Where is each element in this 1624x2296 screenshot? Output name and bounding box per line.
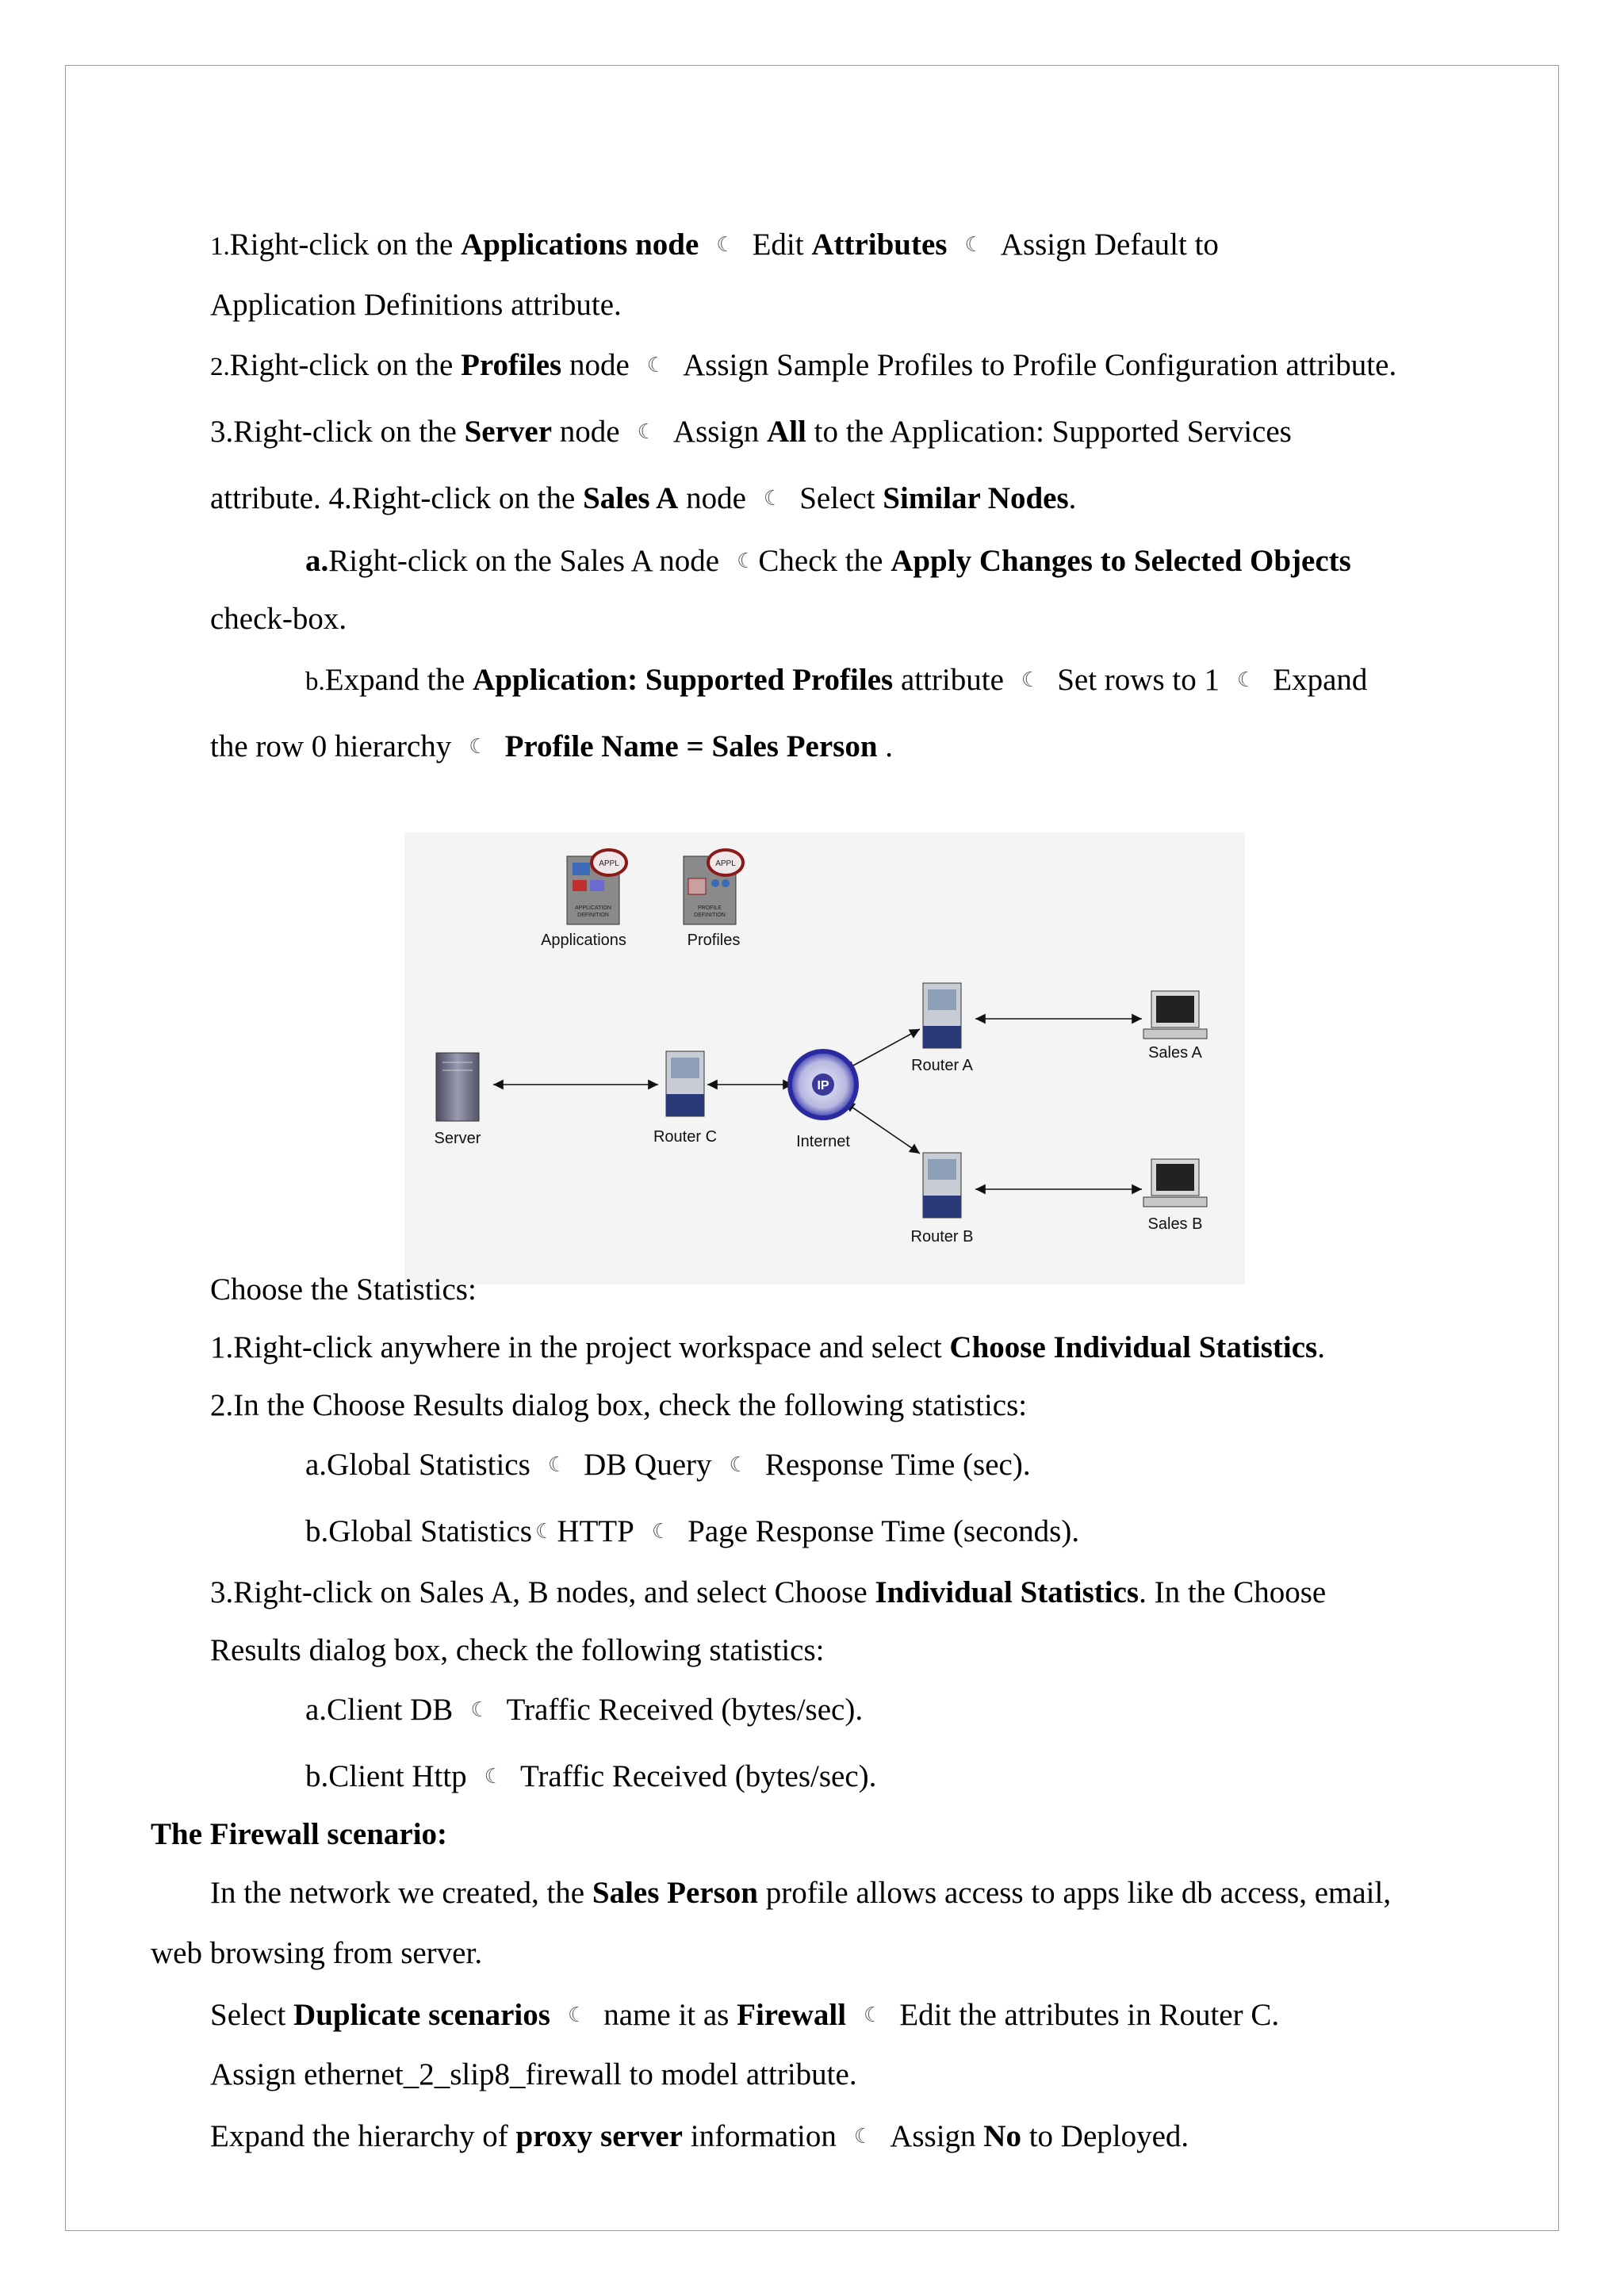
arrow-icon: ☾ (729, 1453, 748, 1477)
stat-step-2: 2.In the Choose Results dialog box, check the following statistics: (210, 1388, 1028, 1422)
text: DB Query (584, 1448, 712, 1482)
icon-text: APPLICATION (575, 905, 611, 911)
firewall-p3: Assign ethernet_2_slip8_firewall to model attribute. (210, 2057, 857, 2091)
sales-a-node[interactable] (1143, 991, 1207, 1062)
network-diagram (404, 832, 1245, 1284)
stat-step-1 (210, 1329, 1325, 1367)
text: Page Response Time (seconds). (688, 1514, 1080, 1548)
step-number: 2. (210, 353, 230, 381)
text: In the network we created, the (210, 1876, 592, 1910)
bold-text: proxy server (515, 2119, 683, 2153)
router-c-label: Router C (653, 1128, 718, 1146)
text: node (552, 415, 620, 449)
arrow-icon: ☾ (637, 420, 656, 444)
stat-step-3-cont: Results dialog box, check the following statistics: (210, 1633, 825, 1667)
text: . (877, 729, 894, 763)
text: Traffic Received (bytes/sec). (519, 1759, 877, 1793)
arrow-icon: ☾ (567, 2003, 587, 2027)
text: name it as (603, 1998, 737, 2032)
stat-step-3a (305, 1691, 863, 1729)
bold-text: a. (305, 544, 329, 578)
icon-text: DEFINITION (694, 913, 726, 918)
arrow-icon: ☾ (470, 1698, 489, 1722)
arrow-icon: ☾ (1021, 668, 1040, 692)
bold-text: Similar Nodes (883, 481, 1069, 515)
icon-text: PROFILE (698, 905, 722, 911)
step-1-cont: Application Definitions attribute. (210, 288, 622, 322)
icon-text: DEFINITION (577, 913, 609, 918)
text: Expand the (324, 663, 473, 697)
firewall-p1 (210, 1874, 1391, 1912)
text: HTTP (557, 1514, 634, 1548)
bold-text: Sales A (583, 481, 679, 515)
bold-text: Application: Supported Profiles (473, 663, 894, 697)
step-1 (210, 226, 1219, 266)
sales-b-node[interactable] (1143, 1159, 1207, 1233)
firewall-p2 (210, 1996, 1279, 2034)
applications-node[interactable] (541, 850, 626, 949)
ip-text: IP (817, 1079, 829, 1093)
bold-text: All (767, 415, 806, 449)
sales-b-label: Sales B (1147, 1215, 1203, 1233)
text: b.Global Statistics (305, 1514, 532, 1548)
text: 3.Right-click on Sales A, B nodes, and select Choose (210, 1575, 875, 1609)
stat-step-3b (305, 1758, 876, 1796)
text: Traffic Received (bytes/sec). (506, 1693, 864, 1727)
step-4a (305, 542, 1351, 580)
text: Check the (758, 544, 891, 578)
sales-a-label: Sales A (1148, 1044, 1202, 1062)
text: the row 0 hierarchy (210, 729, 452, 763)
text: Expand (1273, 663, 1368, 697)
bold-text: Duplicate scenarios (293, 1998, 550, 2032)
profiles-label: Profiles (687, 932, 741, 949)
text: Assign Sample Profiles to Profile Configuration attribute. (683, 348, 1397, 382)
text: attribute (893, 663, 1004, 697)
bold-text: Sales Person (592, 1876, 758, 1910)
text: Set rows to 1 (1057, 663, 1220, 697)
arrow-icon: ☾ (716, 233, 735, 257)
appl-badge: APPL (715, 859, 736, 868)
text: 1.Right-click anywhere in the project workspace and select (210, 1330, 950, 1364)
profiles-node[interactable] (684, 850, 743, 949)
bold-text: Applications node (461, 228, 699, 262)
arrow-icon: ☾ (547, 1453, 567, 1477)
arrow-icon: ☾ (535, 1520, 554, 1544)
bold-text: Individual Statistics (875, 1575, 1139, 1609)
router-b-label: Router B (910, 1228, 974, 1246)
text: Assign (672, 415, 768, 449)
text: Right-click on the (229, 348, 462, 382)
arrow-icon: ☾ (864, 2003, 883, 2027)
text: . (1068, 481, 1077, 515)
text: . (1317, 1330, 1325, 1364)
bold-text: Attributes (811, 228, 948, 262)
bold-text: The Firewall scenario: (151, 1817, 448, 1851)
server-label: Server (434, 1130, 481, 1147)
stat-step-2a (305, 1446, 1031, 1484)
applications-label: Applications (541, 932, 626, 949)
step-3 (210, 413, 1292, 451)
arrow-icon: ☾ (469, 735, 488, 759)
router-b-node[interactable] (911, 1153, 974, 1246)
text: Select (210, 1998, 294, 2032)
step-4a-cont: check-box. (210, 602, 347, 636)
text: 3.Right-click on the (210, 415, 465, 449)
text: a.Global Statistics (305, 1448, 530, 1482)
text: attribute. 4.Right-click on the (210, 481, 584, 515)
bold-text: Server (464, 415, 553, 449)
step-3-cont (210, 480, 1076, 518)
bold-text: No (983, 2119, 1021, 2153)
server-node[interactable] (435, 1053, 481, 1147)
stat-step-2b (305, 1513, 1079, 1551)
arrow-icon: ☾ (651, 1520, 671, 1544)
text: b.Client Http (305, 1759, 467, 1793)
text: Select (799, 481, 883, 515)
text: node (678, 481, 746, 515)
arrow-icon: ☾ (964, 233, 983, 257)
bold-text: Profile Name = Sales Person (504, 729, 878, 763)
text: to the Application: Supported Services (806, 415, 1292, 449)
step-4b (305, 661, 1367, 701)
arrow-icon: ☾ (737, 549, 756, 573)
arrow-icon: ☾ (484, 1765, 503, 1789)
bold-text: Choose Individual Statistics (949, 1330, 1318, 1364)
router-a-node[interactable] (911, 983, 973, 1074)
firewall-heading (151, 1816, 447, 1854)
text: to Deployed. (1021, 2119, 1189, 2153)
statistics-heading: Choose the Statistics: (210, 1272, 477, 1307)
text: Expand the hierarchy of (210, 2119, 516, 2153)
text: Edit (752, 228, 812, 262)
router-a-label: Router A (911, 1057, 973, 1074)
appl-badge: APPL (599, 859, 619, 868)
text: profile allows access to apps like db access, email, (757, 1876, 1392, 1910)
step-2 (210, 346, 1396, 386)
step-number: b. (305, 668, 325, 696)
text: information (682, 2119, 837, 2153)
text: Right-click on the (229, 228, 462, 262)
stat-step-3 (210, 1574, 1326, 1612)
bold-text: Profiles (461, 348, 562, 382)
arrow-icon: ☾ (763, 487, 783, 511)
internet-label: Internet (796, 1133, 850, 1150)
text: . In the Choose (1139, 1575, 1327, 1609)
step-4b-cont (210, 728, 893, 766)
internet-node[interactable] (790, 1051, 856, 1150)
router-c-node[interactable] (653, 1051, 717, 1146)
text: a.Client DB (305, 1693, 454, 1727)
firewall-p4 (210, 2118, 1189, 2156)
text: Response Time (sec). (764, 1448, 1031, 1482)
text: node (561, 348, 630, 382)
bold-text: Apply Changes to Selected Objects (891, 544, 1351, 578)
text: Right-click on the Sales A node (328, 544, 720, 578)
bold-text: Firewall (737, 1998, 847, 2032)
arrow-icon: ☾ (853, 2125, 873, 2149)
text: Assign Default to (1000, 228, 1219, 262)
step-number: 1. (210, 232, 230, 261)
text: Edit the attributes in Router C. (899, 1998, 1280, 2032)
arrow-icon: ☾ (1236, 668, 1256, 692)
firewall-p1-cont: web browsing from server. (151, 1936, 483, 1970)
text: Assign (890, 2119, 984, 2153)
arrow-icon: ☾ (646, 354, 666, 377)
